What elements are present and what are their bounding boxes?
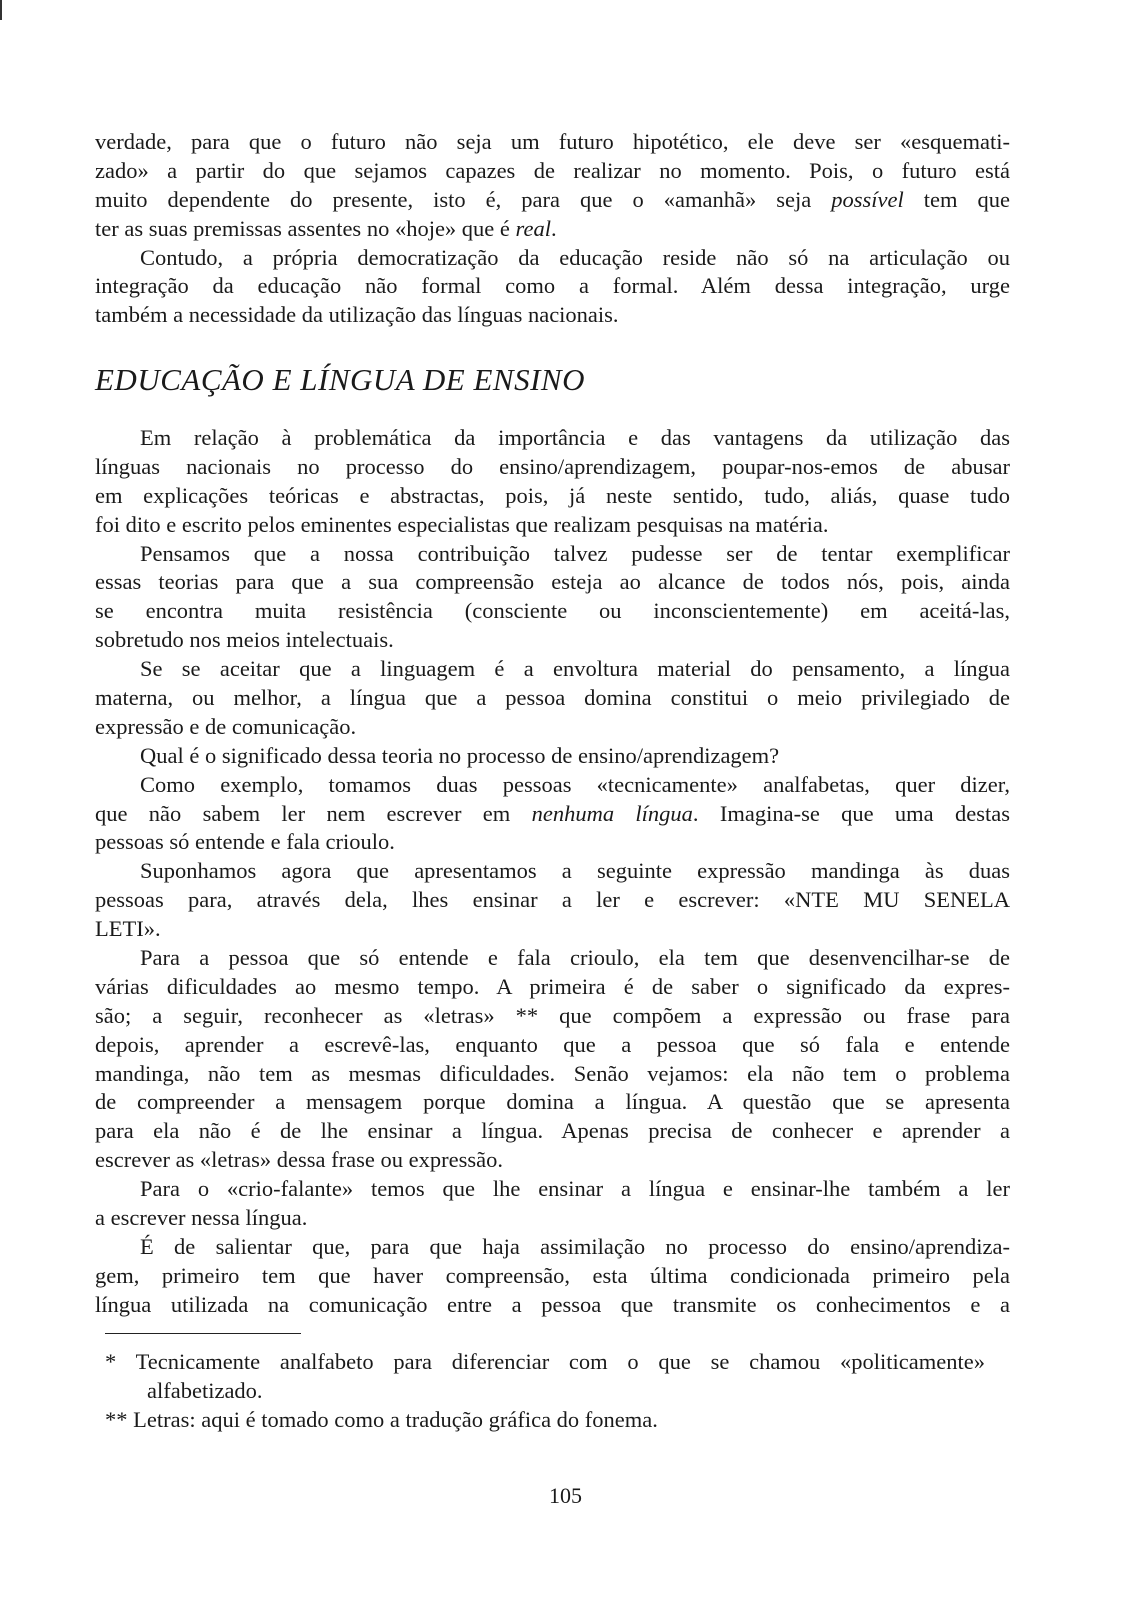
text-line xyxy=(95,800,1010,829)
text-line: expressão e de comunicação. xyxy=(95,713,357,739)
text-line: pessoas para, através dela, lhes ensinar a ler e escrever: «NTE MU SENELA xyxy=(95,887,1010,913)
text-run: que não sabem ler nem escrever em xyxy=(95,800,532,826)
text-run: muito dependente do presente, isto é, para que o «amanhã» seja xyxy=(95,186,832,212)
text-line: essas teorias para que a sua compreensão esteja ao alcance de todos nós, pois, ainda xyxy=(95,569,1010,595)
text-line: Contudo, a própria democratização da educação reside não só na articulação ou xyxy=(140,244,1010,270)
emphasis-text: real xyxy=(515,215,551,241)
paragraph xyxy=(95,1175,1010,1233)
text-line: várias dificuldades ao mesmo tempo. A primeira é de saber o significado da expres- xyxy=(95,973,1010,999)
text-run: ter as suas premissas assentes no «hoje» que é xyxy=(95,215,516,241)
text-line: ** Letras: aqui é tomado como a tradução gráfica do fonema. xyxy=(105,1406,658,1432)
paragraph xyxy=(95,244,1010,331)
emphasis-text: possível xyxy=(831,186,904,212)
text-line: escrever as «letras» dessa frase ou expressão. xyxy=(95,1147,503,1173)
text-line: Para o «crio-falante» temos que lhe ensinar a língua e ensinar-lhe também a ler xyxy=(140,1176,1010,1202)
footnote xyxy=(105,1348,985,1406)
text-line xyxy=(95,186,1010,215)
text-line: para ela não é de lhe ensinar a língua. Apenas precisa de conhecer e aprender a xyxy=(95,1118,1010,1144)
text-line: de compreender a mensagem porque domina a língua. A questão que se apresenta xyxy=(95,1089,1010,1115)
footnotes xyxy=(105,1348,985,1435)
paragraph xyxy=(95,857,1010,944)
text-line: zado» a partir do que sejamos capazes de realizar no momento. Pois, o futuro está xyxy=(95,157,1010,183)
text-line: mandinga, não tem as mesmas dificuldades. Senão vejamos: ela não tem o problema xyxy=(95,1060,1010,1086)
section-heading: EDUCAÇÃO E LÍNGUA DE ENSINO xyxy=(95,362,585,397)
intro-text xyxy=(95,128,1010,330)
text-line: verdade, para que o futuro não seja um futuro hipotético, ele deve ser «esquemati- xyxy=(95,129,1010,154)
text-line: Como exemplo, tomamos duas pessoas «tecnicamente» analfabetas, quer dizer, xyxy=(140,771,1010,797)
scan-edge-mark xyxy=(0,0,2,20)
text-run: tem que xyxy=(903,186,1010,212)
paragraph xyxy=(95,540,1010,656)
text-line: pessoas só entende e fala crioulo. xyxy=(95,829,395,855)
text-line: Pensamos que a nossa contribuição talvez pudesse ser de tentar exemplificar xyxy=(140,540,1010,566)
text-line: Qual é o significado dessa teoria no processo de ensino/aprendizagem? xyxy=(140,742,780,768)
paragraph xyxy=(95,1233,1010,1320)
text-line: são; a seguir, reconhecer as «letras» ** que compõem a expressão ou frase para xyxy=(95,1002,1010,1028)
text-line: foi dito e escrito pelos eminentes especialistas que realizam pesquisas na matéria. xyxy=(95,511,829,537)
text-line: É de salientar que, para que haja assimilação no processo do ensino/aprendiza- xyxy=(140,1233,1010,1259)
text-line: LETI». xyxy=(95,916,161,942)
paragraph xyxy=(95,742,1010,771)
text-line: sobretudo nos meios intelectuais. xyxy=(95,627,394,653)
text-line: alfabetizado. xyxy=(147,1377,263,1403)
text-line: depois, aprender a escrevê-las, enquanto que a pessoa que só fala e entende xyxy=(95,1031,1010,1057)
text-line: línguas nacionais no processo do ensino/aprendizagem, poupar-nos-emos de abusar xyxy=(95,453,1010,479)
paragraph xyxy=(95,655,1010,742)
section-body xyxy=(95,424,1010,1320)
text-run: . xyxy=(550,215,557,241)
text-line: Se se aceitar que a linguagem é a envoltura material do pensamento, a língua xyxy=(140,656,1010,682)
text-line: também a necessidade da utilização das línguas nacionais. xyxy=(95,302,619,328)
paragraph xyxy=(95,128,1010,244)
text-line: Para a pessoa que só entende e fala crioulo, ela tem que desenvencilhar-se de xyxy=(140,945,1010,971)
paragraph xyxy=(95,771,1010,858)
text-line xyxy=(95,215,1010,244)
page-number: 105 xyxy=(549,1483,582,1508)
text-line: materna, ou melhor, a língua que a pessoa domina constitui o meio privilegiado de xyxy=(95,685,1010,711)
text-line: em explicações teóricas e abstractas, pois, já neste sentido, tudo, aliás, quase tudo xyxy=(95,482,1010,508)
text-line: gem, primeiro tem que haver compreensão, esta última condicionada primeiro pela xyxy=(95,1262,1010,1288)
paragraph xyxy=(95,424,1010,540)
footnote xyxy=(105,1406,985,1435)
text-line: integração da educação não formal como a formal. Além dessa integração, urge xyxy=(95,273,1010,299)
text-line: * Tecnicamente analfabeto para diferenciar com o que se chamou «politicamente» xyxy=(105,1349,985,1374)
text-line: a escrever nessa língua. xyxy=(95,1205,308,1231)
text-line: Suponhamos agora que apresentamos a seguinte expressão mandinga às duas xyxy=(140,858,1010,884)
text-line: língua utilizada na comunicação entre a pessoa que transmite os conhecimentos e a xyxy=(95,1291,1010,1317)
footnote-divider xyxy=(105,1333,301,1334)
paragraph xyxy=(95,944,1010,1175)
emphasis-text: nenhuma língua xyxy=(531,800,693,826)
text-line: se encontra muita resistência (consciente ou inconscientemente) em aceitá-las, xyxy=(95,598,1010,624)
text-run: . Imagina-se que uma destas xyxy=(692,800,1010,826)
text-line: Em relação à problemática da importância e das vantagens da utilização das xyxy=(140,425,1010,450)
